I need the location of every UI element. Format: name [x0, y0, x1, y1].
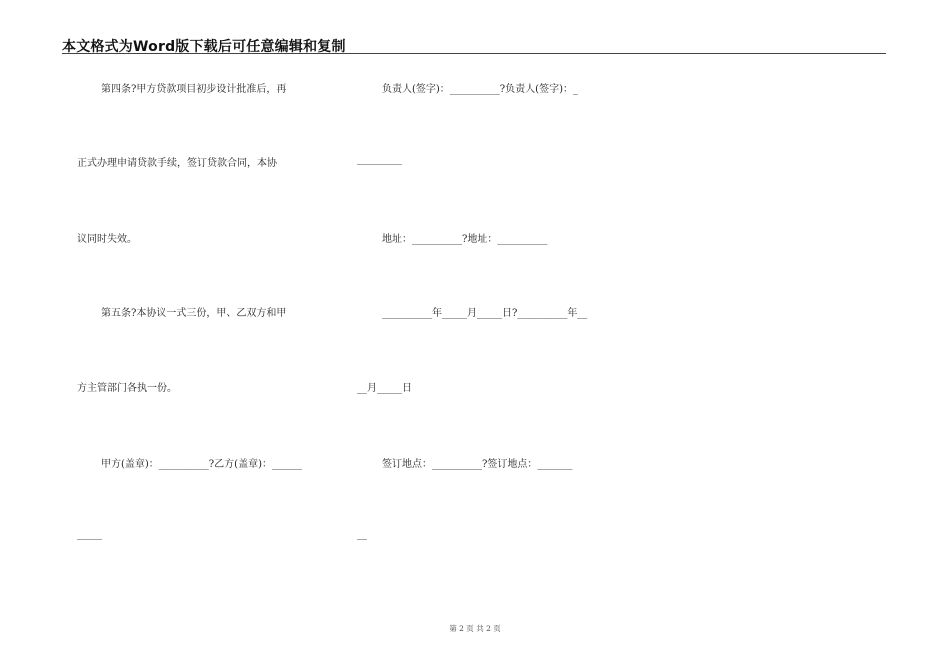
left-line-7: _____: [77, 529, 102, 540]
document-header-title: 本文格式为Word版下载后可任意编辑和复制: [62, 39, 346, 55]
header-divider: [62, 53, 886, 54]
right-line-7: __: [357, 529, 367, 540]
right-line-3: 地址：__________?地址：__________: [382, 234, 548, 245]
left-line-5: 方主管部门各执一份。: [77, 383, 177, 394]
left-line-2: 正式办理申请贷款手续，签订贷款合同，本协: [77, 158, 277, 169]
right-line-6: 签订地点：__________?签订地点：_______: [382, 459, 573, 470]
left-line-1: 第四条?甲方贷款项目初步设计批准后，再: [101, 84, 287, 95]
right-line-5: __月_____日: [357, 383, 412, 394]
right-line-4: __________年_____月_____日?__________年__: [382, 308, 588, 319]
left-line-3: 议同时失效。: [77, 234, 137, 245]
left-line-6: 甲方(盖章)：__________?乙方(盖章)：______: [101, 459, 302, 470]
left-line-4: 第五条?本协议一式三份，甲、乙双方和甲: [101, 308, 287, 319]
right-line-1: 负责人(签字)：__________?负责人(签字)：_: [382, 84, 578, 95]
page-number-footer: 第 2 页 共 2 页: [449, 624, 501, 633]
right-line-2: _________: [357, 154, 402, 165]
